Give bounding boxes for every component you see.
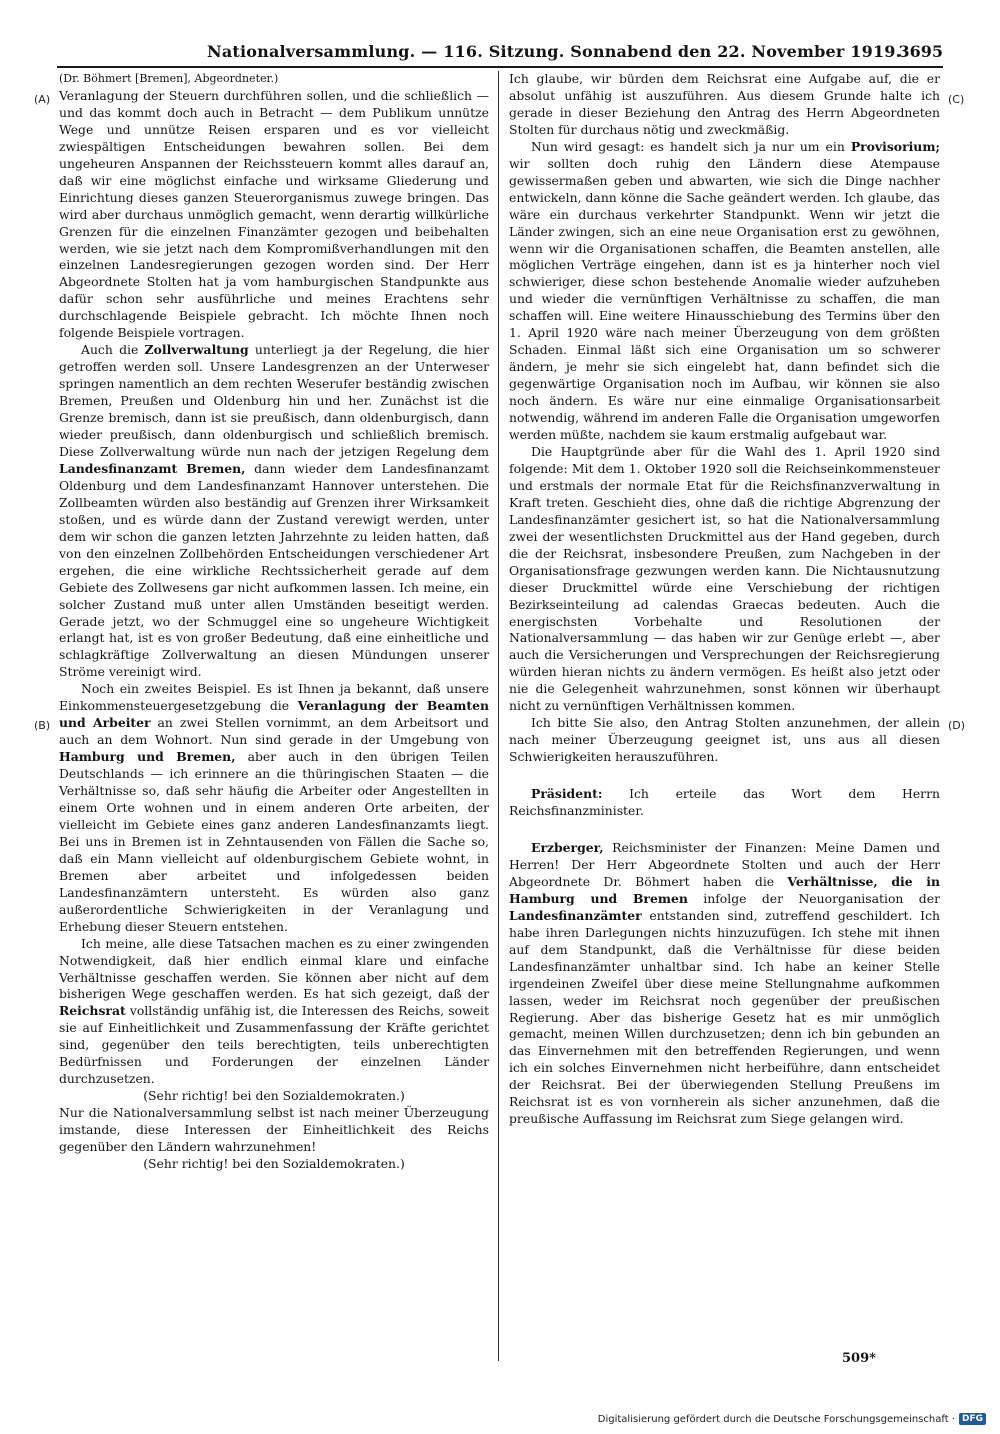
page-number: 3695	[898, 42, 943, 61]
left-paragraph-3: Noch ein zweites Beispiel. Es ist Ihnen ja bekannt, daß unsere Einkommensteuergesetzgebung die Veranlagung der Beamten und Arbeiter an zwei Stellen vornimmt, an dem Arbeitsort und auch an dem Wohnort. Nun sind gerade in der Umgebung von Hamburg und Bremen, aber auch in den übrigen Teilen Deutschlands — ich erinnere an die thüringischen Staaten — die Verhältnisse so, daß sehr häufig die Arbeiter oder Angestellten in einem Orte wohnen und in einem anderen Orte arbeiten, der vielleicht im Gebiete eines ganz anderen Landesfinanzamts liegt. Bei uns in Bremen ist in Zehntausenden von Fällen die Sache so, daß ein Mann vielleicht auf oldenburgischem Gebiete wohnt, in Bremen aber arbeitet und infolgedessen beiden Landesfinanzämtern untersteht. Es würden also ganz außerordentliche Schwierigkeiten in der Veranlagung und Erhebung dieser Steuern entstehen.	[59, 681, 489, 934]
erzberger-speech: Erzberger, Reichsminister der Finanzen: Meine Damen und Herren! Der Herr Abgeordnete Stolten und auch der Herr Abgeordnete Dr. Böhmert haben die Verhältnisse, die in Hamburg und Bremen infolge der Neuorganisation der Landesfinanzämter entstanden sind, zutreffend geschildert. Ich habe ihren Darlegungen nichts hinzuzufügen. Ich stehe mit ihnen auf dem Standpunkt, daß die Verhältnisse für diese beiden Landesfinanzämter unhaltbar sind. Ich habe an keiner Stelle irgendeinen Zweifel über diese meine Stellungnahme aufkommen lassen, weder im Reichsrat noch gegenüber der preußischen Regierung. Aber das bisherige Gesetz hat es mir unmöglich gemacht, meinen Willen durchzusetzen; denn ich bin gebunden an das Einvernehmen mit den betreffenden Regierungen, und wenn ich ein solches Einvernehmen nicht herbeiführe, dann entscheidet der Reichsrat. Bei der überwiegenden Stellung Preußens im Reichsrat ist es von vornherein als sicher anzunehmen, daß die preußische Auffassung im Reichsrat zum Siege gelangen wird.	[509, 839, 940, 1127]
president-label: Präsident:	[531, 786, 603, 802]
right-paragraph-1: Ich glaube, wir bürden dem Reichsrat eine Aufgabe auf, die er absolut unfähig ist auszuführen. Aus diesem Grunde halte ich gerade in dieser Beziehung den Antrag des Herrn Abgeordneten Stolten für durchaus nötig und zweckmäßig.	[509, 71, 940, 137]
footer	[598, 1413, 986, 1425]
left-paragraph-5: Nur die Nationalversammlung selbst ist nach meiner Überzeugung imstande, diese Interessen der Einheitlichkeit des Reichs gegenüber den Ländern wahrzunehmen!	[59, 1105, 489, 1155]
left-paragraph-4: Ich meine, alle diese Tatsachen machen es zu einer zwingenden Notwendigkeit, daß hier endlich einmal klare und einfache Verhältnisse geschaffen werden. Sie können aber nicht auf dem bisherigen Wege geschaffen werden. Es hat sich gezeigt, daß der Reichsrat vollständig unfähig ist, die Interessen des Reichs, soweit sie auf Einheitlichkeit und Zusammenfassung der Kräfte gerichtet sind, gegenüber den teils berechtigten, teils unberechtigten Bedürfnissen und Forderungen der einzelnen Länder durchzusetzen.	[59, 935, 489, 1087]
right-paragraph-4: Ich bitte Sie also, den Antrag Stolten anzunehmen, der allein nach meiner Überzeugung geeignet ist, uns aus all diesen Schwierigkeiten herauszuführen.	[509, 715, 940, 765]
right-column	[509, 71, 940, 1128]
margin-mark-d: (D)	[948, 719, 966, 732]
president-statement: Präsident: Ich erteile das Wort dem Herrn Reichsfinanzminister.	[509, 786, 940, 819]
speaker-header: (Dr. Böhmert [Bremen], Abgeordneter.)	[59, 72, 279, 85]
sheet-number: 509*	[842, 1351, 876, 1366]
header-rule	[57, 66, 943, 68]
footer-text: Digitalisierung gefördert durch die Deutsche Forschungsgemeinschaft ·	[597, 1413, 955, 1425]
left-paragraph-1: Veranlagung der Steuern durchführen sollen, und die schließlich — und das kommt doch auch in Betracht — dem Publikum unnütze Wege und unnütze Reisen ersparen und es vor vielleicht zwiespältigen Entscheidungen bewahren sollen. Bei dem ungeheuren Anspannen der Reichssteuern kommt alles darauf an, daß wir eine möglichst einfache und wirksame Gliederung und Einrichtung dieses ganzen Steuerorganismus zuwege bringen. Das wird aber durchaus unmöglich gemacht, wenn derartig willkürliche Grenzen für die einzelnen Finanzämter gezogen und beibehalten werden, wie sie jetzt nach dem Kompromißverhandlungen mit den einzelnen Landesregierungen gezogen worden sind. Der Herr Abgeordnete Stolten hat ja vom hamburgischen Standpunkte aus dafür schon sehr ausführliche und meines Erachtens sehr durchschlagende Beispiele gebracht. Ich möchte Ihnen noch folgende Beispiele vortragen.	[59, 87, 489, 341]
left-column	[59, 71, 489, 1173]
header-title: Nationalversammlung. — 116. Sitzung. Sonnabend den 22. November 1919.	[207, 42, 902, 61]
interjection-2: (Sehr richtig! bei den Sozialdemokraten.)	[143, 1156, 405, 1171]
margin-mark-b: (B)	[34, 719, 51, 732]
interjection-1: (Sehr richtig! bei den Sozialdemokraten.)	[143, 1088, 405, 1104]
left-paragraph-2: Auch die Zollverwaltung unterliegt ja der Regelung, die hier getroffen werden soll. Unsere Landesgrenzen an der Unterweser springen namentlich an dem rechten Weserufer beständig zwischen Bremen, Preußen und Oldenburg hin und her. Zunächst ist die Grenze bremisch, dann ist sie preußisch, dann oldenburgisch, dann wieder preußisch, dann oldenburgisch und schließlich bremisch. Diese Zollverwaltung würde nun nach der jetzigen Regelung dem Landesfinanzamt Bremen, dann wieder dem Landesfinanzamt Oldenburg und dem Landesfinanzamt Hannover unterstehen. Die Zollbeamten würden also beständig auf Grenzen ihrer Wirksamkeit stoßen, und es würde dann der Zustand verewigt werden, unter dem wir schon die ganzen letzten Jahrzehnte zu leiden hatten, daß von den einzelnen Zollbehörden Entscheidungen verschiedener Art ergehen, die eine wirkliche Rechtssicherheit gerade auf dem Gebiete des Zollwesens gar nicht aufkommen lassen. Ich meine, ein solcher Zustand muß unter allen Umständen beseitigt werden. Gerade jetzt, wo der Schmuggel eine so ungeheure Wichtigkeit erlangt hat, ist es von großer Bedeutung, daß eine einheitliche und schlagkräftige Zollverwaltung an diesen Mündungen unserer Ströme vereinigt wird.	[59, 342, 490, 680]
margin-mark-c: (C)	[948, 93, 965, 106]
margin-mark-a: (A)	[34, 93, 51, 106]
right-paragraph-3: Die Hauptgründe aber für die Wahl des 1. April 1920 sind folgende: Mit dem 1. Oktober 1920 soll die Reichseinkommensteuer und erstmals der normale Etat für die Reichsfinanzverwaltung in Kraft treten. Geschieht dies, ohne daß die richtige Abgrenzung der Landesfinanzämter gesichert ist, so hat die Nationalversammlung zwei der wesentlichsten Druckmittel aus der Hand gegeben, durch die der Reichsrat, insbesondere Preußen, zum Nachgeben in der Organisationsfrage gezwungen werden kann. Die Nichtausnutzung dieser Druckmittel würde eine Verschiebung der richtigen Bezirkseinteilung ad calendas Graecas bedeuten. Auch die energischsten Vorbehalte und Resolutionen der Nationalversammlung — das haben wir zur Genüge erlebt —, aber auch die Versicherungen und Versprechungen der Reichsregierung würden hieran nichts zu ändern vermögen. Es heißt also jetzt oder nie die Gelegenheit wahrzunehmen, sonst können wir überhaupt nicht zu vernünftigen Verhältnissen kommen.	[509, 443, 940, 714]
dfg-logo: DFG	[959, 1413, 986, 1425]
column-divider	[498, 71, 499, 1361]
right-paragraph-2: Nun wird gesagt: es handelt sich ja nur um ein Provisorium; wir sollten doch ruhig den Ländern diese Atempause gewissermaßen geben und abwarten, wie sich die Dinge nachher entwickeln, dann könne die Sache geändert werden. Ich glaube, das wäre ein durchaus verkehrter Standpunkt. Wenn wir jetzt die Länder zwingen, sich an eine neue Organisation erst zu gewöhnen, wenn wir die Organisationen schaffen, die Beamten anstellen, alle möglichen Verträge eingehen, dann ist es ja hinterher noch viel schwieriger, diese schon bestehende Anomalie wieder aufzuheben und wieder die vernünftigen Verhältnisse zu schaffen, die man schaffen will. Eine weitere Hinausschiebung des Termins über den 1. April 1920 wäre nach meiner Überzeugung von dem größten Schaden. Einmal läßt sich eine Organisation um so schwerer ändern, je mehr sie sich eingelebt hat, dann befindet sich die gegenwärtige Organisation noch im Aufbau, wir können sie also noch ändern. Es wäre nur eine einmalige Organisationsarbeit notwendig, während im anderen Falle die Organisation umgeworfen werden müßte, nachdem sie kaum erstmalig aufgebaut war.	[509, 138, 940, 443]
erzberger-label: Erzberger,	[531, 839, 604, 855]
